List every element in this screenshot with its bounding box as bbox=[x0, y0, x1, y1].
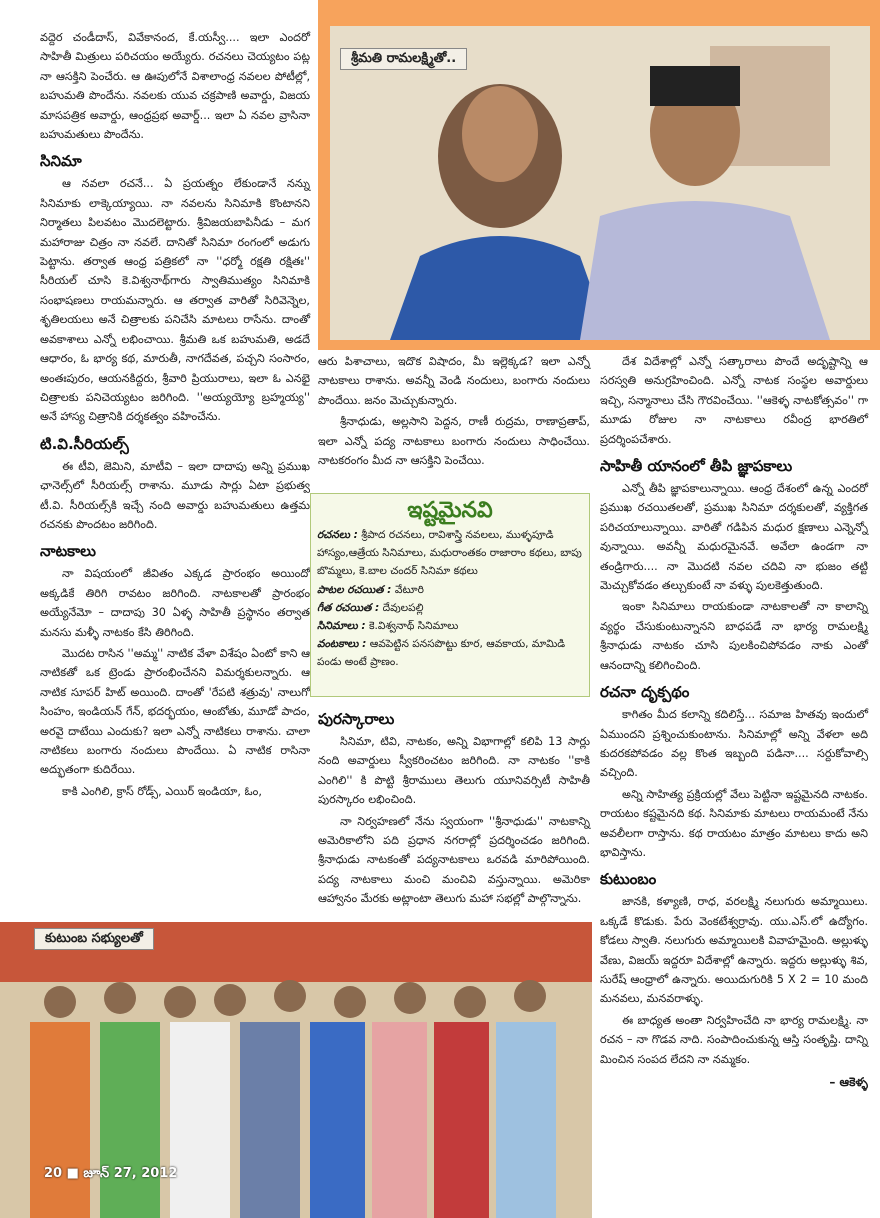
cinema-paragraph: ఆ నవలా రచనే... ఏ ప్రయత్నం లేకుండానే నన్ను సినిమాకు లాక్కెయ్యాయి. నా నవలను సినిమాకి కొంటానని నిర్మాతలు పిలవటం మొదలెట్టారు. శ్రీవిజయబాపినీడు – మగ మహారాజు చిత్రం నా నవలే. దానితో సినిమా రంగంలో అడుగు పెట్టాను. తర్వాత ఆంధ్ర పత్రికలో నా ''ధర్మో రక్షతి రక్షితః'' సీరియల్ చూసి కె.విశ్వనాథ్‌గారు స్వాతిముత్యం సినిమాకి సంభాషణలు రాయమన్నారు. ఆ తర్వాత వారితో సిరివెన్నెల, శృతిలయలు అనే చిత్రాలకు పనిచేసి మాటలు రాసేను. దాంతో అవకాశాలు ఎన్నో లభించాయి. శ్రీమతి ఒక బహుమతి, అడదే ఆధారం, ఓ భార్య కథ, మారుతీ, నాగదేవత, పచ్చని సంసారం, అంతఃపురం, ఆయనకిద్దరు, శ్రీవారి ప్రియురాలు, ఇలా ఓ ఎనభై చిత్రాలకు పనిచెయ్యటం జరిగింది. ''అయ్యయ్యో బ్రహ్మయ్య'' అనే హాస్య చిత్రానికి దర్శకత్వం వహించేను. bbox=[40, 177, 310, 424]
favourites-box bbox=[310, 493, 590, 697]
column-3 bbox=[600, 352, 868, 1092]
heading-tv-serials: టి.వి.సీరియల్స్ bbox=[40, 434, 129, 453]
heading-kutumbam: కుటుంబం bbox=[600, 870, 657, 889]
family-photo-caption: కుటుంబ సభ్యులతో bbox=[34, 928, 154, 950]
column-2-lower bbox=[318, 702, 590, 911]
column-1 bbox=[40, 28, 310, 803]
sahiti-paragraph-1: ఎన్నో తీపి జ్ఞాపకాలున్నాయి. ఆంధ్ర దేశంలో ఉన్న ఎందరో ప్రముఖ రచయితలతో, ప్రముఖ సినిమా దర్శకులతో, వ్యక్తిగత పరిచయాలున్నాయి. వారితో గడిపిన మధుర క్షణాలు ఎన్నెన్నో వున్నాయి. అవన్నీ మధురమైనవే. అవేలా ఉండగా నా తండ్రిగారు.... నా మొదటి నవల చదివి నా భుజం తట్టి మెచ్చుకోవడం తల్చుకుంటే నా వళ్ళు పులకెత్తుతుంది. bbox=[600, 482, 868, 593]
favourite-row: గీత రచయిత : దేవులపల్లి bbox=[317, 601, 424, 614]
rachana-paragraph-2: అన్ని సాహిత్య ప్రక్రియల్లో వేలు పెట్టినా ఇష్టమైనది నాటకం. రాయటం కష్టమైనది కథ. సినిమాకు మాటలు రాయమంటే నేను అవలీలగా రాస్తాను. కథ రాయటం మాత్రం మాటలు కాదు అని భావిస్తాను. bbox=[600, 787, 868, 859]
col2-paragraph-2: శ్రీనాధుడు, అల్లసాని పెద్దన, రాణీ రుద్రమ, రాణాప్రతాప్, ఇలా ఎన్నో పద్య నాటకాలు బంగారు నందులు సాధించేయి. నాటకరంగం మీద నా ఆసక్తిని పెంచేయి. bbox=[318, 415, 590, 468]
puraskar-paragraph-1: సినిమా, టివి, నాటకం, అన్ని విభాగాల్లో కలిపి 13 సార్లు నంది అవార్డులు స్వీకరించటం జరిగింది. నా నాటకం ''కాకి ఎంగిలి'' కి పొట్టి శ్రీరాములు తెలుగు యూనివర్సిటీ సాహితీ పురస్కారం లభించింది. bbox=[318, 735, 590, 807]
natakam-paragraph-1: నా విషయంలో జీవితం ఎక్కడ ప్రారంభం అయిందో అక్కడికే తిరిగి రావటం జరిగింది. నాటకాలతో ప్రారంభం అయ్యేనేమో – దాదాపు 30 ఏళ్ళ సాహితీ ప్రస్థానం తర్వాత మనసు మళ్ళీ నాటకం కేసి తిరిగింది. bbox=[40, 567, 310, 639]
heading-rachana: రచనా దృక్పథం bbox=[600, 683, 690, 702]
favourite-row: రచనలు : శ్రీపాద రచనలు, రావిశాస్త్రి నవలలు, ముళ్ళపూడి హాస్యం,ఆత్రేయ సినిమాలు, మధురాంతకం రాజారాం కథలు, బాపు బొమ్మలు, కె.బాల చందర్ సినిమా కథలు bbox=[317, 529, 582, 578]
heading-puraskaralu: పురస్కారాలు bbox=[318, 710, 395, 728]
author-signature: – ఆకెళ్ళ bbox=[829, 1075, 868, 1089]
favourite-row: వంటకాలు : ఆవపెట్టిన పనసపొట్టు కూర, ఆవకాయ, మామిడి పండు అంటే ప్రాణం. bbox=[317, 638, 566, 669]
heading-natakalu: నాటకాలు bbox=[40, 542, 96, 561]
kutumbam-paragraph-1: జానకి, కళ్యాణి, రాధ, వరలక్ష్మి నలుగురు అమ్మాయిలు. ఒక్కడే కొడుకు. పేరు వెంకటేశ్వర్రావు. యు.ఎస్.లో ఉద్యోగం. కోడలు స్వాతి. నలుగురు అమ్మాయిలకి వివాహమైంది. అల్లుళ్ళు వేణు, విజయ్ ఇద్దరూ విదేశాల్లో ఉన్నారు. ఇద్దరు అల్లుళ్ళు శివ, సురేష్ ఆంధ్రాలో ఉన్నారు. అయిదుగురికి 5 X 2 = 10 మంది మనవలు, మనవరాళ్ళు. bbox=[600, 895, 868, 1006]
couple-photo bbox=[330, 26, 870, 340]
col3-paragraph-1: దేశ విదేశాల్లో ఎన్నో సత్కారాలు పొందే అదృష్టాన్ని ఆ సరస్వతి అనుగ్రహించింది. ఎన్నో నాటక సంస్థల అవార్డులు ఇచ్చి, సన్మానాలు చేసి గౌరవించేయి. ''ఆకెళ్ళ నాటకోత్సవం'' గా మూడు రోజుల నా నాటకాలు రవీంద్ర భారతిలో ప్రదర్శింపచేశారు. bbox=[600, 355, 868, 446]
sahiti-paragraph-2: ఇంకా సినిమాలు రాయకుండా నాటకాలతో నా కాలాన్ని వ్యర్థం చేసుకుంటున్నానని బాధపడే నా భార్య రామలక్ష్మి శ్రీనాధుడు నాటకం చూసి పులకించిపోవడం నాకు ఎంతో ఆనందాన్ని కలిగించింది. bbox=[600, 600, 868, 672]
favourite-row: పాటల రచయిత : వేటూరి bbox=[317, 583, 424, 596]
favourites-title: ఇష్టమైనవి bbox=[407, 498, 493, 523]
column-2 bbox=[318, 352, 590, 472]
page-footer: 20 ■ జూన్ 27, 2012 bbox=[44, 1166, 178, 1181]
rachana-paragraph-1: కాగితం మీద కలాన్ని కదిలిస్తే... సమాజ హితవు ఇందులో ఏముందని ప్రశ్నించుకుంటాను. సినిమాల్లో అన్ని వేళలా అది కుదరకపోవడం వల్ల కొంత ఇబ్బంది పడినా.... సర్దుకోవాల్సి వచ్చింది. bbox=[600, 708, 868, 780]
natakam-paragraph-2: మొదట రాసిన ''అమ్మ'' నాటిక వేళా విశేషం ఏంటో కాని ఆ నాటికతో ఒక ట్రెండు ప్రారంభించేనని విమర్శకులన్నారు. ఆ నాటిక సూపర్ హిట్ అయింది. దాంతో 'రేపటి శత్రువు' నాలుగో సింహం, ఇండియన్ గేన్, భదర్భయం, ఆంబోతు, మూడో పాదం, అరవై దాటేయి ఎందుకు? ఇలా ఎన్నో నాటికలు రాశాను. చాలా నాటికలు బంగారు నందులు పొందేయి. ఏ నాటిక రాసినా అద్భుతంగా కుదిరేయి. bbox=[40, 646, 310, 777]
heading-cinema: సినిమా bbox=[40, 152, 82, 171]
heading-sahiti-yanam: సాహితీ యానంలో తీపి జ్ఞాపకాలు bbox=[600, 457, 793, 476]
tv-paragraph: ఈ టీవి, జెమిని, మాటీవి – ఇలా దాదాపు అన్ని ప్రముఖ ఛానెల్స్‌లో సీరియల్స్ రాశాను. మూడు సార్లు ఏటా ప్రభుత్వ టీ.వి. సీరియల్స్‌కి ఇచ్చే నంది అవార్డు బహుమతులు ఉత్తమ రచనకు పొందటం జరిగింది. bbox=[40, 459, 310, 531]
natakam-paragraph-3: కాకి ఎంగిలి, క్రాస్ రోడ్స్, ఎయిర్ ఇండియా, ఓం, bbox=[62, 784, 262, 798]
kutumbam-paragraph-2: ఈ బాధ్యత అంతా నిర్వహించేది నా భార్య రామలక్ష్మి. నా రచన – నా గొడవ నాది. సంపాదించుకున్న ఆస్తి సంతృప్తి. దాన్ని మించిన సంపద లేదని నా నమ్మకం. bbox=[600, 1013, 868, 1066]
couple-photo-caption: శ్రీమతి రామలక్ష్మితో.. bbox=[340, 48, 467, 70]
col2-continuation: ఆరు పిశాచాలు, ఇదొక విషాదం, మీ ఇల్లెక్కడ? ఇలా ఎన్నో నాటకాలు రాశాను. అవన్నీ వెండి నందులు, బంగారు నందులు పొందేయి. జనం మెచ్చుకున్నారు. bbox=[318, 355, 590, 407]
favourite-row: సినిమాలు : కె.విశ్వనాథ్ సినిమాలు bbox=[317, 620, 459, 633]
intro-paragraph: వద్దెర చండీదాస్, వివేకానంద, కే.యస్వీ.... ఇలా ఎందరో సాహితీ మిత్రులు పరిచయం అయ్యేరు. రచనలు చెయ్యటం పట్ల నా ఆసక్తిని పెంచేరు. ఆ ఊపులోనే విశాలాంధ్ర నవలల పోటీల్లో, బహుమతి పొందేను. నవలకు యువ చక్రపాణి అవార్డు, విజయ మాసపత్రిక అవార్డు, ఆంధ్రప్రభ అవార్డ్... ఇలా ఏ నవల వ్రాసినా బహుమతులు పొందేను. bbox=[40, 31, 310, 142]
couple-photo-illustration bbox=[330, 26, 870, 340]
puraskar-paragraph-2: నా నిర్వహణలో నేను స్వయంగా ''శ్రీనాధుడు'' నాటకాన్ని అమెరికాలోని పది ప్రధాన నగరాల్లో ప్రదర్శించడం జరిగింది. శ్రీనాధుడు నాటకంతో పద్యనాటకాలు ఒరవడి మారిపోయింది. పద్య నాటకాలు మంచి మంచివి వస్తున్నాయి. అమెరికా ఆహ్వానం మేరకు అట్లాంటా తెలుగు మహా సభల్లో పాల్గొన్నాను. bbox=[318, 814, 590, 906]
